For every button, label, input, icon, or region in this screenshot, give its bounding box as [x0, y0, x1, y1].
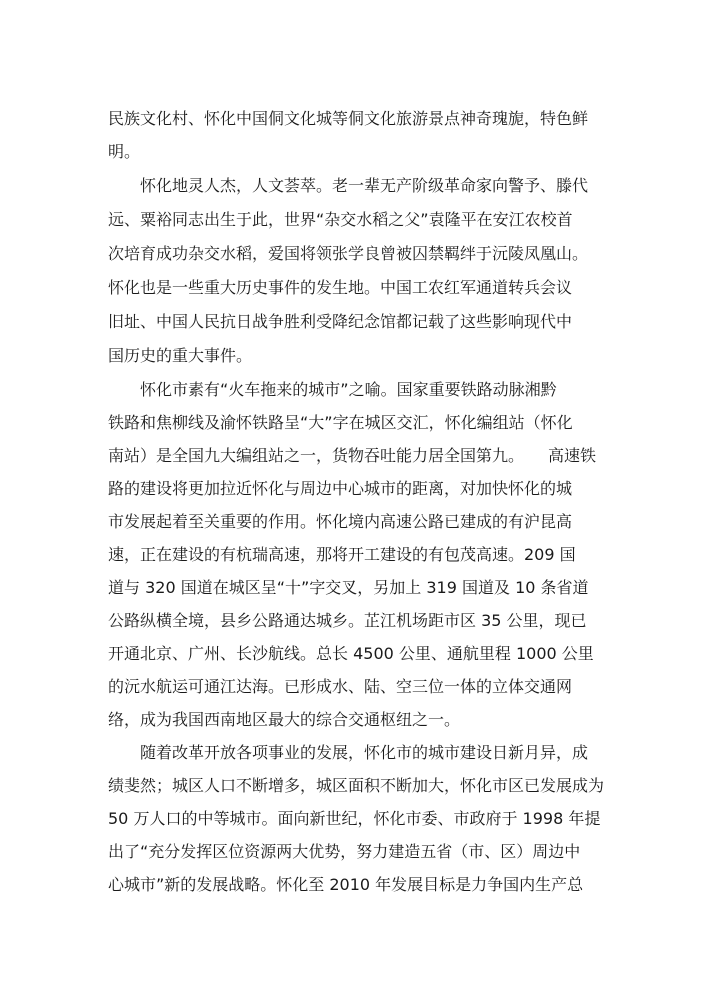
paragraph-first-line: 怀化市素有“火车拖来的城市”之喻。国家重要铁路动脉湘黔 [140, 380, 557, 399]
text-line: 国历史的重大事件。 [108, 346, 253, 365]
text-line: 民族文化村、怀化中国侗文化城等侗文化旅游景点神奇瑰旎，特色鲜 [108, 109, 589, 128]
text-line: 公路纵横全境，县乡公路通达城乡。芷江机场距市区 35 公里，现已 [108, 611, 587, 630]
text-line: 次培育成功杂交水稻，爱国将领张学良曾被囚禁羁绊于沅陵凤凰山。 [108, 244, 589, 263]
text-line: 铁路和焦柳线及渝怀铁路呈“大”字在城区交汇，怀化编组站（怀化 [108, 413, 573, 432]
text-line: 心城市”新的发展战略。怀化至 2010 年发展目标是力争国内生产总 [108, 875, 584, 894]
text-line: 速，正在建设的有杭瑞高速，那将开工建设的有包茂高速。209 国 [108, 545, 576, 564]
paragraph-first-line: 怀化地灵人杰，人文荟萃。老一辈无产阶级革命家向警予、滕代 [140, 176, 589, 195]
text-line: 出了“充分发挥区位资源两大优势，努力建造五省（市、区）周边中 [108, 842, 581, 861]
text-line: 怀化也是一些重大历史事件的发生地。中国工农红军通道转兵会议 [108, 278, 573, 297]
text-line: 明。 [108, 142, 141, 161]
text-line: 绩斐然；城区人口不断增多，城区面积不断加大，怀化市区已发展成为 [108, 776, 605, 795]
text-line: 市发展起着至关重要的作用。怀化境内高速公路已建成的有沪昆高 [108, 512, 573, 531]
text-line: 远、粟裕同志出生于此，世界“杂交水稻之父”袁隆平在安江农校首 [108, 210, 573, 229]
text-line: 络，成为我国西南地区最大的综合交通枢纽之一。 [108, 710, 461, 729]
text-line: 路的建设将更加拉近怀化与周边中心城市的距离，对加快怀化的城 [108, 479, 573, 498]
text-line: 开通北京、广州、长沙航线。总长 4500 公里、通航里程 1000 公里 [108, 644, 594, 663]
text-line: 旧址、中国人民抗日战争胜利受降纪念馆都记载了这些影响现代中 [108, 312, 573, 331]
text-line: 50 万人口的中等城市。面向新世纪，怀化市委、市政府于 1998 年提 [108, 809, 601, 828]
paragraph-first-line: 随着改革开放各项事业的发展，怀化市的城市建设日新月异，成 [140, 743, 589, 762]
text-line: 南站）是全国九大编组站之一，货物吞吐能力居全国第九。 高速铁 [108, 446, 597, 465]
text-line: 的沅水航运可通江达海。已形成水、陆、空三位一体的立体交通网 [108, 677, 573, 696]
text-line: 道与 320 国道在城区呈“十”字交叉，另加上 319 国道及 10 条省道 [108, 578, 589, 597]
